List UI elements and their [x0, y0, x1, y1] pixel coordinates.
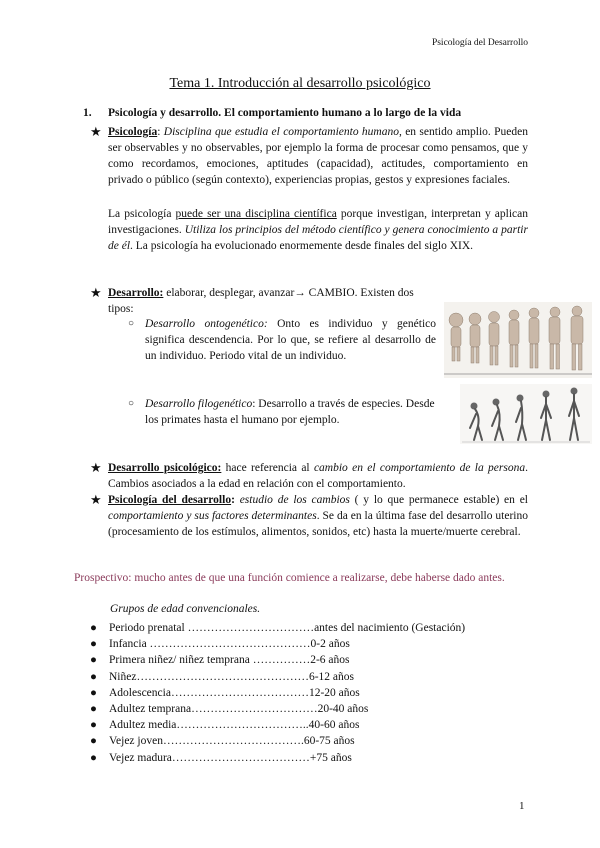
- p2-start: La psicología: [108, 208, 176, 220]
- age-range: 60-75 años: [303, 735, 355, 748]
- list-item: [90, 750, 465, 766]
- dp-text1: hace referencia al: [221, 462, 314, 474]
- p2-italic: Utiliza los principios del método científico y genera conocimiento a partir de él: [108, 224, 528, 253]
- star-bullet-icon: ★: [90, 124, 102, 139]
- leader-dots: ……………………………………: [149, 638, 311, 651]
- age-range: 6-12 años: [308, 670, 355, 683]
- desarrollo-psicologico-term: Desarrollo psicológico:: [108, 462, 222, 474]
- psicologia-cientifica-paragraph: [108, 206, 528, 254]
- dp-text2: . Cambios asociados a la edad en relación con el comportamiento.: [108, 462, 528, 491]
- bullet-dot-icon: ●: [90, 686, 97, 699]
- leader-dots: ……………………………..: [176, 719, 309, 732]
- bullet-dot-icon: ●: [90, 622, 97, 634]
- star-bullet-icon: ★: [90, 492, 102, 507]
- age-group-name: Primera niñez/ niñez temprana: [109, 654, 250, 667]
- age-range: 0-2 años: [310, 638, 350, 651]
- psicologia-definition: Disciplina que estudia el comportamiento humano: [163, 126, 399, 138]
- ontogenetico-label: Desarrollo ontogenético:: [145, 318, 268, 330]
- p2-underlined: puede ser una disciplina científica: [175, 208, 337, 220]
- section-heading: [83, 107, 461, 119]
- p2-end: . La psicología ha evolucionado enormemente desde finales del siglo XIX.: [130, 240, 474, 253]
- age-range: 40-60 años: [308, 719, 360, 732]
- bullet-dot-icon: ●: [90, 751, 97, 764]
- age-group-name: Adolescencia: [109, 686, 171, 699]
- age-range: +75 años: [309, 751, 352, 764]
- age-group-name: Infancia: [109, 638, 147, 651]
- circle-bullet-icon: ○: [128, 398, 135, 409]
- ontogenetico-text: Onto es individuo y genético significa descendencia. Por lo que, se refiere al desarrollo de un individuo. Periodo vital de un individuo.: [145, 318, 436, 363]
- section-title: Psicología y desarrollo. El comportamiento humano a lo largo de la vida: [108, 107, 462, 119]
- p2-mid: porque investigan, interpretan y aplican investigaciones.: [108, 208, 528, 237]
- running-header: Psicología del Desarrollo: [431, 38, 528, 48]
- list-item: [90, 620, 465, 636]
- age-group-name: Adultez media: [109, 719, 177, 732]
- leader-dots: ……………………………: [191, 703, 318, 716]
- age-groups-title: Grupos de edad convencionales.: [110, 603, 261, 615]
- pd-italic2: comportamiento y sus factores determinantes: [108, 510, 317, 523]
- desarrollo-paragraph: [108, 285, 438, 317]
- circle-bullet-icon: ○: [128, 318, 135, 329]
- phylogenetic-development-figure: [460, 384, 592, 444]
- leader-dots: ………………………………: [171, 751, 310, 764]
- leader-dots: ……………………………: [187, 622, 315, 634]
- leader-dots: ……………………………….: [162, 735, 304, 748]
- list-item: [90, 701, 465, 717]
- psicologia-rest: , en sentido amplio. Pueden ser observables y no observables, por ejemplo la forma de procesar como pensamos, que y como recordamos, emociones, aptitudes (capacidad), actitudes, comportamiento en privado o público (según contexto), experiencias propias, gestos y expresiones faciales.: [108, 126, 528, 187]
- age-range: 2-6 años: [310, 654, 350, 667]
- age-group-name: Periodo prenatal: [109, 622, 185, 634]
- list-item: [90, 636, 465, 652]
- filogenetico-label: Desarrollo filogenético: [145, 398, 253, 410]
- ontogenetic-development-figure: [444, 302, 592, 378]
- age-group-name: Adultez temprana: [109, 703, 192, 716]
- pd-text1: ( y lo que permanece estable) en el: [349, 494, 528, 506]
- page-title: Tema 1. Introducción al desarrollo psicológico: [169, 76, 431, 91]
- star-bullet-icon: ★: [90, 460, 102, 475]
- list-item: [90, 717, 465, 733]
- filogenetico-paragraph: [145, 396, 445, 428]
- leader-dots: ……………: [252, 654, 311, 667]
- desarrollo-text: elaborar, desplegar, avanzar→ CAMBIO. Existen dos tipos:: [108, 287, 414, 316]
- star-bullet-icon: ★: [90, 285, 102, 300]
- psicologia-desarrollo-term: Psicología del desarrollo: [108, 494, 232, 506]
- desarrollo-psicologico-paragraph: [108, 460, 528, 492]
- section-number: 1.: [83, 107, 92, 119]
- age-range: 12-20 años: [308, 686, 360, 699]
- psicologia-desarrollo-paragraph: [108, 492, 528, 540]
- pd-colon: :: [231, 494, 235, 506]
- age-range: antes del nacimiento (Gestación): [314, 622, 466, 634]
- list-item: [90, 685, 465, 701]
- age-range: 20-40 años: [317, 703, 369, 716]
- bullet-dot-icon: ●: [90, 719, 97, 732]
- bullet-dot-icon: ●: [90, 654, 97, 667]
- bullet-dot-icon: ●: [90, 735, 97, 748]
- age-group-name: Vejez madura: [109, 751, 172, 764]
- age-group-name: Vejez joven: [109, 735, 163, 748]
- age-groups-list: [90, 620, 465, 766]
- psicologia-paragraph: [108, 124, 528, 188]
- pd-text2: . Se da en la última fase del desarrollo uterino (procesamiento de los estímulos, alimentos, sonidos, etc) hasta la muerte/muerte cerebral.: [108, 510, 528, 539]
- pd-italic1: estudio de los cambios: [234, 494, 350, 506]
- bullet-dot-icon: ●: [90, 703, 97, 716]
- filogenetico-text: : Desarrollo a través de especies. Desde los primates hasta el humano por ejemplo.: [145, 398, 435, 427]
- psicologia-term: Psicología: [108, 126, 158, 138]
- leader-dots: ………………………………: [170, 686, 309, 699]
- leader-dots: ………………………………………: [136, 670, 309, 683]
- ontogenetico-paragraph: [145, 316, 436, 364]
- list-item: [90, 733, 465, 749]
- page-number: 1: [519, 800, 525, 812]
- list-item: [90, 669, 465, 685]
- list-item: [90, 652, 465, 668]
- dp-italic: cambio en el comportamiento de la persona: [313, 462, 526, 474]
- bullet-dot-icon: ●: [90, 670, 97, 683]
- age-group-name: Niñez: [109, 670, 137, 683]
- desarrollo-term: Desarrollo:: [108, 287, 164, 299]
- bullet-dot-icon: ●: [90, 638, 97, 651]
- prospectivo-note: Prospectivo: mucho antes de que una función comience a realizarse, debe haberse dado antes.: [74, 572, 505, 584]
- psicologia-sep: :: [157, 126, 161, 138]
